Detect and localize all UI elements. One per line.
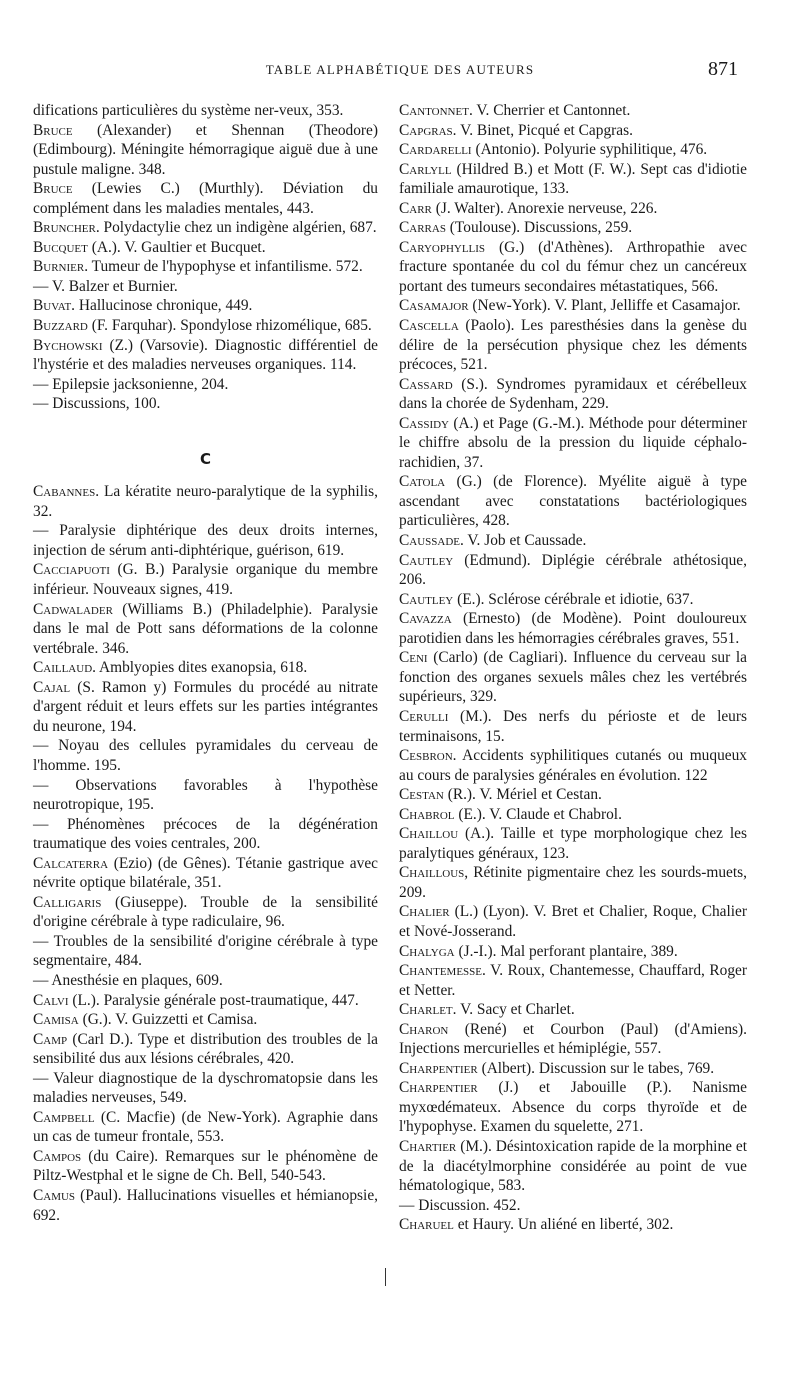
- entry-text: (Carl D.). Type et distribution des troubles de la sensibilité dus aux lésions cérébrales, 420.: [33, 1030, 378, 1068]
- index-entry: [399, 1000, 747, 1020]
- entry-text: (Hildred B.) et Mott (F. W.). Sept cas d'idiotie familiale amaurotique, 133.: [399, 160, 747, 198]
- index-entry: [33, 296, 378, 316]
- author-name: Bychowski: [33, 336, 103, 354]
- entry-text: La kératite neuro-paralytique de la syphilis, 32.: [33, 483, 378, 520]
- author-name: Buvat.: [33, 297, 76, 315]
- entry-text: (Toulouse). Discussions, 259.: [445, 219, 633, 237]
- index-entry: [33, 121, 378, 180]
- entry-text: — Phénomènes précoces de la dégénération traumatique des voies centrales, 200.: [33, 815, 378, 853]
- entry-text: (Alexander) et Shennan (Theodore) (Edimbourg). Méningite hémorragique aiguë due à une pustule maligne. 348.: [33, 121, 378, 178]
- index-entry: [33, 1186, 378, 1225]
- entry-text: (G.) (d'Athènes). Arthropathie avec fracture spontanée du col du fémur chez un cancéreux portant des tumeurs secondaires métastatiques, 566.: [399, 238, 747, 295]
- entry-text: Accidents syphilitiques cutanés ou muqueux au cours de paralysies générales en évolution. 122: [399, 747, 747, 784]
- entry-text: (F. Farquhar). Spondylose rhizomélique, 685.: [87, 317, 372, 335]
- entry-text: (Lewies C.) (Murthly). Déviation du complément dans les maladies mentales, 443.: [33, 180, 378, 217]
- entry-text: (M.). Des nerfs du périoste et de leurs terminaisons, 15.: [399, 707, 747, 745]
- author-name: Calvi: [33, 991, 69, 1009]
- entry-text: (Ernesto) (de Modène). Point douloureux parotidien dans les hémorragies cérébrales graves, 551.: [399, 610, 747, 647]
- index-entry: [33, 1030, 378, 1069]
- index-entry: [399, 902, 747, 941]
- index-entry: [33, 854, 378, 893]
- entry-text: V. Job et Caussade.: [463, 532, 587, 550]
- entry-text: — Troubles de la sensibilité d'origine cérébrale à type segmentaire, 484.: [33, 932, 378, 970]
- index-entry: [33, 600, 378, 659]
- author-name: Camp: [33, 1030, 68, 1048]
- index-entry: [399, 296, 747, 316]
- index-entry: [33, 257, 378, 277]
- index-entry: [33, 375, 378, 395]
- author-name: Calcaterra: [33, 854, 109, 872]
- index-entry: [33, 678, 378, 737]
- index-entry: [33, 238, 378, 258]
- entry-text: (du Caire). Remarques sur le phénomène de Piltz-Westphal et le signe de Ch. Bell, 540-543.: [33, 1147, 378, 1185]
- index-entry: [33, 482, 378, 521]
- index-entry: [399, 1137, 747, 1196]
- entry-text: Hallucinose chronique, 449.: [75, 297, 253, 315]
- entry-text: — Observations favorables à l'hypothèse neurotropique, 195.: [33, 776, 378, 814]
- index-entry: [399, 121, 747, 141]
- page-number: 871: [708, 58, 738, 80]
- author-name: Catola: [399, 473, 446, 491]
- index-entry: [399, 218, 747, 238]
- author-name: Cacciapuoti: [33, 561, 110, 579]
- entry-text: V. Binet, Picqué et Capgras.: [456, 121, 633, 139]
- entry-text: (Paolo). Les paresthésies dans la genèse du délire de la persécution physique chez les déments précoces, 521.: [399, 317, 747, 374]
- entry-text: (E.). Sclérose cérébrale et idiotie, 637.: [453, 590, 694, 608]
- index-entry: [399, 1059, 747, 1079]
- entry-text: (G. B.) Paralysie organique du membre inférieur. Nouveaux signes, 419.: [33, 561, 378, 599]
- index-entry: [399, 1078, 747, 1137]
- entry-text: (L.). Paralysie générale post-traumatique, 447.: [68, 991, 359, 1009]
- page-header: [0, 58, 800, 88]
- index-entry: [33, 991, 378, 1011]
- author-name: Cantonnet.: [399, 102, 473, 119]
- entry-text: V. Cherrier et Cantonnet.: [472, 102, 631, 119]
- entry-text: Rétinite pigmentaire chez les sourds-muets, 209.: [399, 864, 747, 901]
- index-entry: [399, 746, 747, 785]
- index-entry: [399, 609, 747, 648]
- index-entry: [399, 531, 747, 551]
- index-entry: [33, 277, 378, 297]
- author-name: Camus: [33, 1186, 76, 1204]
- index-entry: [33, 658, 378, 678]
- author-name: Cardarelli: [399, 141, 472, 159]
- index-entry: [399, 316, 747, 375]
- index-entry: [399, 551, 747, 590]
- index-entry: [399, 785, 747, 805]
- index-entry: [33, 776, 378, 815]
- author-name: Bucquet: [33, 238, 88, 256]
- index-entry: [399, 863, 747, 902]
- index-entry: [399, 472, 747, 531]
- author-name: Bruncher.: [33, 219, 100, 237]
- entry-text: — Valeur diagnostique de la dyschromatopsie dans les maladies nerveuses, 549.: [33, 1069, 378, 1107]
- author-name: Ceni: [399, 649, 428, 667]
- entry-text: (A.). Taille et type morphologique chez les paralytiques généraux, 123.: [399, 825, 747, 862]
- author-name: Campbell: [33, 1108, 95, 1126]
- author-name: Campos: [33, 1147, 82, 1165]
- author-name: Caillaud.: [33, 659, 96, 677]
- index-entry: [33, 316, 378, 336]
- entry-text: (S.). Syndromes pyramidaux et cérébelleux dans la chorée de Sydenham, 229.: [399, 375, 747, 413]
- author-name: Capgras.: [399, 121, 457, 139]
- index-entry: [33, 336, 378, 375]
- entry-text: Polydactylie chez un indigène algérien, 687.: [99, 219, 377, 237]
- author-name: Chantemesse.: [399, 962, 486, 980]
- author-name: Caussade.: [399, 532, 464, 550]
- index-entry: [399, 707, 747, 746]
- index-entry: [33, 560, 378, 599]
- index-entry: [33, 1069, 378, 1108]
- index-entry: [399, 375, 747, 414]
- column-divider: [385, 1268, 386, 1286]
- author-name: Chalyga: [399, 942, 455, 960]
- index-entry: [399, 140, 747, 160]
- entry-text: (New-York). V. Plant, Jelliffe et Casamajor.: [468, 297, 741, 315]
- entry-text: (L.) (Lyon). V. Bret et Chalier, Roque, Chalier et Nové-Josserand.: [399, 903, 747, 940]
- entry-text: (René) et Courbon (Paul) (d'Amiens). Injections mercurielles et hémiplégie, 557.: [399, 1020, 747, 1058]
- index-entry: [399, 1196, 747, 1216]
- index-entry: [399, 199, 747, 219]
- author-name: Bruce: [33, 180, 73, 198]
- entry-text: (Edmund). Diplégie cérébrale athétosique, 206.: [399, 551, 747, 589]
- author-name: Chabrol: [399, 805, 455, 823]
- entry-text: Amblyopies dites exanopsia, 618.: [96, 659, 308, 677]
- author-name: Cajal: [33, 678, 71, 696]
- author-name: Camisa: [33, 1011, 79, 1029]
- entry-text: (M.). Désintoxication rapide de la morphine et de la diacétylmorphine considérée au point de vue hématologique, 583.: [399, 1137, 747, 1195]
- author-name: Cerulli: [399, 707, 449, 725]
- author-name: Carr: [399, 199, 432, 217]
- author-name: Charuel: [399, 1216, 454, 1234]
- author-name: Cavazza: [399, 610, 452, 628]
- entry-text: difications particulières du système ner-veux, 353.: [33, 102, 344, 119]
- entry-text: — Discussion. 452.: [399, 1196, 521, 1214]
- index-entry: [33, 521, 378, 560]
- entry-text: V. Roux, Chantemesse, Chauffard, Roger et Netter.: [399, 962, 747, 999]
- entry-text: (Albert). Discussion sur le tabes, 769.: [477, 1059, 715, 1077]
- entry-text: (G.) (de Florence). Myélite aiguë à type ascendant avec constatations bactériologiques particulières, 428.: [399, 473, 747, 530]
- index-entry: [399, 101, 747, 121]
- entry-text: — Epilepsie jacksonienne, 204.: [33, 375, 229, 393]
- author-name: Bruce: [33, 121, 73, 139]
- entry-text: (R.). V. Mériel et Cestan.: [443, 786, 602, 804]
- index-entry: [33, 736, 378, 775]
- index-entry: [399, 1215, 747, 1235]
- index-entry: [399, 942, 747, 962]
- entry-text: (J.) et Jabouille (P.). Nanisme myxœdémateux. Absence du corps thyroïde et de l'hypophyse. Examen du squelette, 271.: [399, 1079, 747, 1136]
- index-entry: [399, 1020, 747, 1059]
- index-entry: [399, 648, 747, 707]
- entry-text: (Giuseppe). Trouble de la sensibilité d'origine cérébrale à type radiculaire, 96.: [33, 893, 378, 931]
- index-entry: [33, 218, 378, 238]
- author-name: Chaillous,: [399, 864, 469, 882]
- entry-text: (E.). V. Claude et Chabrol.: [454, 805, 622, 823]
- author-name: Cestan: [399, 786, 444, 804]
- index-entry: [33, 971, 378, 991]
- entry-text: (J.-I.). Mal perforant plantaire, 389.: [454, 942, 678, 960]
- index-entry: [33, 1147, 378, 1186]
- entry-text: (Williams B.) (Philadelphie). Paralysie dans le mal de Pott sans déformations de la colonne vertébrale. 346.: [33, 600, 378, 657]
- author-name: Cascella: [399, 317, 459, 335]
- author-name: Caryophyllis: [399, 238, 486, 256]
- index-entry: [33, 179, 378, 218]
- author-name: Cautley: [399, 551, 454, 569]
- author-name: Calligaris: [33, 893, 102, 911]
- entry-text: (Paul). Hallucinations visuelles et hémianopsie, 692.: [33, 1186, 378, 1224]
- index-entry: [399, 238, 747, 297]
- author-name: Chartier: [399, 1137, 457, 1155]
- index-entry: [33, 815, 378, 854]
- section-letter: C: [199, 449, 211, 468]
- entry-text: — Discussions, 100.: [33, 395, 161, 413]
- left-column: [33, 101, 378, 1225]
- index-entry: [33, 1010, 378, 1030]
- author-name: Carlyll: [399, 160, 452, 178]
- author-name: Cadwalader: [33, 600, 113, 618]
- index-entry: [33, 394, 378, 414]
- entry-text: Tumeur de l'hypophyse et infantilisme. 572.: [88, 258, 363, 276]
- entry-text: (Z.) (Varsovie). Diagnostic différentiel de l'hystérie et des maladies nerveuses organiques. 114.: [33, 336, 378, 374]
- author-name: Chaillou: [399, 825, 459, 843]
- entry-text: (A.) et Page (G.-M.). Méthode pour déterminer le chiffre absolu de la pression du liquide céphalo-rachidien, 37.: [399, 414, 747, 471]
- entry-text: — V. Balzer et Burnier.: [33, 277, 178, 295]
- author-name: Charon: [399, 1020, 449, 1038]
- author-name: Buzzard: [33, 317, 88, 335]
- author-name: Cassidy: [399, 414, 449, 432]
- running-title: TABLE ALPHABÉTIQUE DES AUTEURS: [265, 62, 535, 77]
- entry-text: — Paralysie diphtérique des deux droits internes, injection de sérum anti-diphtérique, guérison, 619.: [33, 522, 378, 559]
- index-entry: [33, 932, 378, 971]
- author-name: Casamajor: [399, 297, 469, 315]
- index-entry: [399, 414, 747, 473]
- index-entry: [399, 961, 747, 1000]
- author-name: Charlet.: [399, 1001, 457, 1019]
- index-entry: [399, 805, 747, 825]
- entry-text: — Anesthésie en plaques, 609.: [33, 971, 223, 989]
- author-name: Burnier.: [33, 258, 89, 276]
- entry-text: (Antonio). Polyurie syphilitique, 476.: [471, 141, 708, 159]
- entry-text: (C. Macfie) (de New-York). Agraphie dans un cas de tumeur frontale, 553.: [33, 1108, 378, 1146]
- entry-text: — Noyau des cellules pyramidales du cerveau de l'homme. 195.: [33, 737, 378, 774]
- index-entry: [399, 160, 747, 199]
- entry-text: (Ezio) (de Gênes). Tétanie gastrique avec névrite optique bilatérale, 351.: [33, 854, 378, 892]
- index-entry: [33, 1108, 378, 1147]
- right-column: [399, 101, 747, 1235]
- author-name: Cabannes.: [33, 483, 100, 501]
- entry-text: (A.). V. Gaultier et Bucquet.: [87, 238, 266, 256]
- author-name: Charpentier: [399, 1059, 478, 1077]
- index-entry: [399, 824, 747, 863]
- entry-text: et Haury. Un aliéné en liberté, 302.: [453, 1216, 674, 1234]
- author-name: Charpentier: [399, 1079, 478, 1097]
- entry-text: (G.). V. Guizzetti et Camisa.: [78, 1011, 258, 1029]
- author-name: Cautley: [399, 590, 454, 608]
- author-name: Chalier: [399, 903, 450, 921]
- entry-text: (Carlo) (de Cagliari). Influence du cerveau sur la fonction des organes sexuels mâles chez les vertébrés supérieurs, 329.: [399, 649, 747, 706]
- author-name: Cesbron.: [399, 747, 457, 765]
- index-entry: [33, 101, 378, 121]
- author-name: Carras: [399, 219, 446, 237]
- author-name: Cassard: [399, 375, 453, 393]
- index-entry: [33, 893, 378, 932]
- entry-text: (S. Ramon y) Formules du procédé au nitrate d'argent réduit et leurs effets sur les parties intégrantes du neurone, 194.: [33, 678, 378, 735]
- entry-text: V. Sacy et Charlet.: [456, 1001, 575, 1019]
- entry-text: (J. Walter). Anorexie nerveuse, 226.: [431, 199, 658, 217]
- index-entry: [399, 590, 747, 610]
